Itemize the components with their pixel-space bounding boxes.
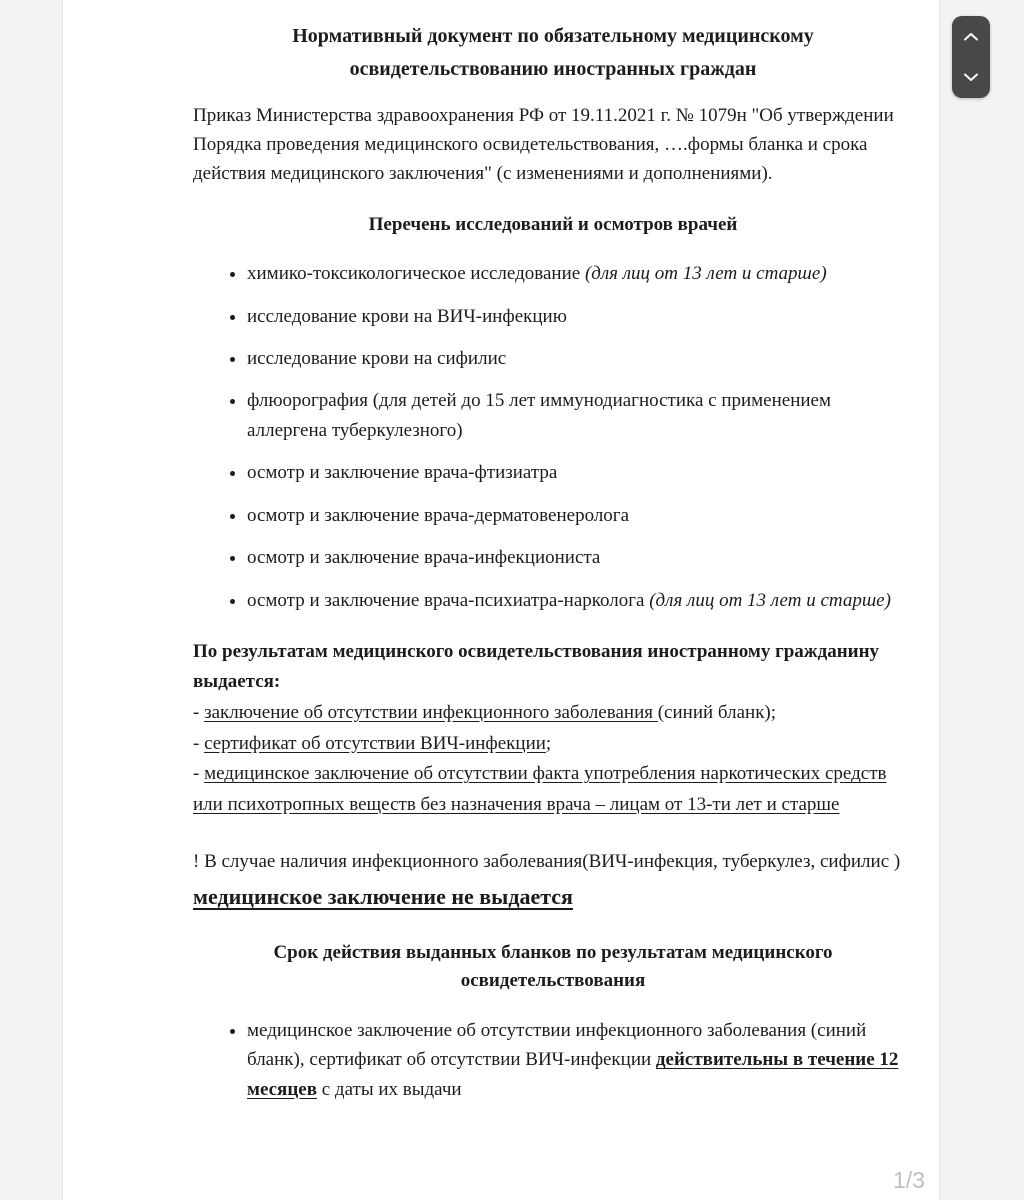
warning-text: ! В случае наличия инфекционного заболевания(ВИЧ-инфекция, туберкулез, сифилис ) <box>193 850 901 872</box>
page-indicator: 1/3 <box>893 1167 925 1193</box>
exam-list-item <box>247 344 913 373</box>
exam-list-item <box>247 458 913 487</box>
validity-list-item <box>247 1016 913 1104</box>
exam-item-text: осмотр и заключение врача-психиатра-нарколога <box>247 589 650 611</box>
result-line <box>193 729 913 760</box>
exam-item-text: осмотр и заключение врача-инфекциониста <box>247 547 601 569</box>
exam-item-text: исследование крови на ВИЧ-инфекцию <box>247 305 567 327</box>
exam-list-item <box>247 586 913 615</box>
result-underlined: сертификат об отсутствии ВИЧ-инфекции <box>204 732 546 754</box>
result-line <box>193 759 913 821</box>
document-title: Нормативный документ по обязательному медицинскому освидетельствованию иностранных граждан <box>292 25 814 80</box>
result-dash: - <box>193 701 205 723</box>
exam-list-item <box>247 259 913 288</box>
exam-item-text: исследование крови на сифилис <box>247 348 507 369</box>
chevron-up-icon <box>963 29 979 44</box>
document-content <box>63 0 939 1104</box>
result-line <box>193 698 913 729</box>
exam-list <box>193 259 913 615</box>
document-page <box>62 0 940 1200</box>
exam-item-note: (для лиц от 13 лет и старше) <box>584 263 827 285</box>
results-lead: По результатам медицинского освидетельствования иностранному гражданину выдается: <box>193 641 880 693</box>
exam-list-item <box>247 543 913 572</box>
result-dash: - <box>193 763 205 785</box>
exam-item-note: (для лиц от 13 лет и старше) <box>649 589 891 611</box>
result-suffix: (синий бланк); <box>657 701 777 723</box>
exam-item-text: осмотр и заключение врача-дерматовенеролога <box>247 504 630 526</box>
validity-item-text: медицинское заключение об отсутствии инфекционного заболевания (синий бланк), сертификат об отсутствии ВИЧ-инфекции <box>247 1019 867 1071</box>
result-underlined: заключение об отсутствии инфекционного заболевания <box>204 701 658 723</box>
exam-item-text: химико-токсикологическое исследование <box>247 263 585 285</box>
chevron-down-icon <box>963 70 979 85</box>
validity-list <box>193 1016 913 1104</box>
result-dash: - <box>193 732 205 754</box>
intro-paragraph: Приказ Министерства здравоохранения РФ от 19.11.2021 г. № 1079н "Об утверждении Порядка проведения медицинского освидетельствования, ….формы бланка и срока действия медицинского заключения" (с изменениями и дополнениями). <box>193 105 894 184</box>
section-heading-validity: Срок действия выданных бланков по результатам медицинского освидетельствования <box>273 941 833 992</box>
exam-item-text: осмотр и заключение врача-фтизиатра <box>247 462 558 484</box>
scroll-up-button[interactable] <box>952 17 990 57</box>
warning-strong-text: медицинское заключение не выдается <box>193 884 573 910</box>
section-heading-exams: Перечень исследований и осмотров врачей <box>368 213 738 235</box>
scroll-widget <box>952 16 990 98</box>
exam-list-item <box>247 501 913 530</box>
validity-item-text-after: с даты их выдачи <box>316 1078 462 1100</box>
warning-paragraph <box>193 845 913 917</box>
result-suffix: ; <box>545 732 552 754</box>
exam-list-item <box>247 302 913 331</box>
scroll-down-button[interactable] <box>952 58 990 98</box>
exam-list-item <box>247 386 913 445</box>
exam-item-text: флюорография (для детей до 15 лет иммунодиагностика с применением аллергена туберкулезного) <box>247 390 831 441</box>
validity-item-strong: действительны в течение 12 месяцев <box>247 1049 899 1100</box>
result-underlined: медицинское заключение об отсутствии факта употребления наркотических средств или психотропных веществ без назначения врача – лицам от 13-ти лет и старше <box>193 763 887 816</box>
